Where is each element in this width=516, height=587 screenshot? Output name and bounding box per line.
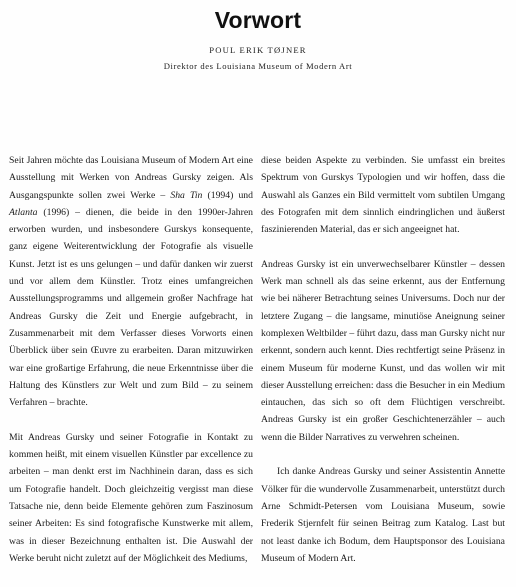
paragraph-thanks: Ich danke Andreas Gursky und seiner Assistentin Annette Völker für die wundervolle Zusammenarbeit, unterstützt durch Arne Schmidt-Petersen vom Louisiana Museum, sowie Frederik Stjernfelt für seinen Beitrag zum Katalog. Last but not least danke ich Bodum, dem Hauptsponsor des Louisiana Museum of Modern Art. (261, 466, 505, 564)
artwork-title: Atlanta (9, 206, 38, 218)
page-title: Vorwort (214, 7, 302, 33)
right-column (261, 152, 505, 567)
artwork-title: Sha Tin (170, 189, 203, 201)
author-role: Direktor des Louisiana Museum of Modern Art (163, 61, 353, 71)
author-name: POUL ERIK TØJNER (209, 45, 307, 55)
paragraph-contact: Mit Andreas Gursky und seiner Fotografie in Kontakt zu kommen heißt, mit einem visuellen Künstler par excellence zu arbeiten – man denkt erst im Nachhinein daran, dass es sich um Fotografie handelt. Doch gleichzeitig vergisst man diese Tatsache nie, denn beide Elemente gehören zum Faszinosum seiner Arbeiten: Es sind fotografische Kunstwerke mit allem, was in dieser Bezeichnung enthalten ist. Die Auswahl der Werke beruht nicht zuletzt auf der Möglichkeit des Mediums, (9, 431, 253, 564)
paragraph-continuation: diese beiden Aspekte zu verbinden. Sie umfasst ein breites Spektrum von Gurskys Typologien und wir hoffen, dass die Auswahl als Ganzes ein Bild vermittelt vom subtilen Umgang des Fotografen mit dem sinnlich eindringlichen und äußerst faszinierenden Material, das er sich angeeignet hat. (261, 155, 505, 236)
paragraph-text: Seit Jahren möchte das Louisiana Museum of Modern Art eine Ausstellung mit Werken von Andreas Gursky zeigen. Als Ausgangspunkte sollen zwei Werke – (9, 155, 253, 201)
paragraph-gap (9, 411, 253, 428)
paragraph-text: (1994) und (202, 189, 253, 201)
paragraph-gap (261, 238, 505, 255)
paragraph-artist: Andreas Gursky ist ein unverwechselbarer Künstler – dessen Werk man schnell als das seine erkennt, aus der Entfernung wie bei näherer Betrachtung seines Universums. Doch nur der letztere Zugang – die langsame, minutiöse Aneignung seiner komplexen Weltbilder – führt dazu, dass man Gursky nicht nur erkennt, sondern auch kennt. Dies rechtfertigt seine Präsenz in einem Museum für moderne Kunst, und das wollen wir mit dieser Ausstellung erreichen: dass die Besucher in ein Medium eintauchen, das sich so oft dem Flüchtigen verschreibt. Andreas Gursky ist ein großer Geschichtenerzähler – auch wenn die Bilder Narratives zu verwehren scheinen. (261, 258, 505, 443)
left-column (9, 152, 253, 567)
paragraph-text: (1996) – dienen, die beide in den 1990er-Jahren erworben wurden, und insbesondere Gurskys konsequente, ganz eigene Weiterentwicklung der Fotografie als visuelle Kunst. Jetzt ist es uns gelungen – und dafür danken wir zuerst und vor allem dem Künstler. Trotz eines umfangreichen Ausstellungsprogramms und allgemein großer Nachfrage hat Andreas Gursky die Zeit und Energie aufgebracht, in Zusammenarbeit mit dem Verfasser dieses Vorworts einen Überblick über sein Œuvre zu erarbeiten. Daran mitzuwirken war eine großartige Erfahrung, die neue Erkenntnisse über die Haltung des Künstlers zur Welt und zum Bild – zu seinem Verfahren – brachte. (9, 206, 253, 409)
paragraph-intro (9, 152, 253, 411)
paragraph-gap (261, 446, 505, 463)
